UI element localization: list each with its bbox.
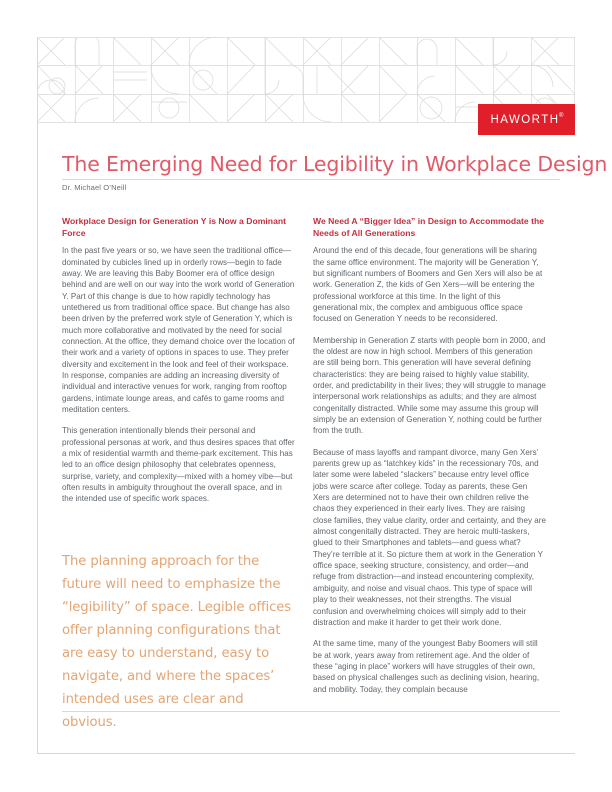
page-frame-bottom-rule — [37, 753, 575, 754]
haworth-logo — [478, 104, 575, 135]
left-column-heading: Workplace Design for Generation Y is Now a Dominant Force — [62, 216, 287, 238]
footer-rule — [62, 711, 560, 712]
title-underline-rule — [62, 179, 560, 180]
page-frame-left-rule — [37, 37, 38, 754]
left-column — [62, 216, 295, 505]
left-paragraph-1: In the past five years or so, we have seen the traditional office—dominated by cubicles lined up in orderly rows—begin to fade away. We are leaving this Baby Boomer era of office design behind and are well on our way into the work world of Generation Y. Part of this change is due to how rapidly technology has untethered us from traditional office space. But change has also been driven by the preferred work style of Generation Y, which is much more collaborative and motivated by the need for social connection. At the office, they demand choice over the location of their work and a variety of options in spaces to use. They prefer diversity and excitement in the look and feel of their workspace. In response, companies are adding an increasing diversity of individual and interactive venues for work, ranging from rooftop gardens, intimate lounge areas, and cafés to game rooms and meditation centers. — [62, 246, 295, 414]
brand-name-text: HAWORTH — [490, 113, 560, 126]
author-byline: Dr. Michael O’Neill — [62, 183, 127, 192]
right-paragraph-2: Membership in Generation Z starts with people born in 2000, and the oldest are now in high school. Members of this generation are still being born. This generation will have several defining characteristics: they are being raised to highly value stability, order, and predictability in their lives; they will struggle to manage interpersonal work relationships as adults; and they are almost congenitally distracted. While some may assume this group will simply be an extension of Generation Y, nothing could be further from the truth. — [313, 335, 546, 436]
page-title: The Emerging Need for Legibility in Workplace Design — [62, 152, 608, 176]
brand-name — [491, 114, 563, 126]
right-column-heading: We Need A “Bigger Idea” in Design to Accommodate the Needs of All Generations — [313, 216, 545, 238]
registered-trademark-icon: ® — [559, 112, 564, 119]
right-column — [313, 216, 546, 695]
left-paragraph-2: This generation intentionally blends their personal and professional personas at work, and thus desires spaces that offer a mix of residential warmth and theme-park excitement. This has led to an office design philosophy that celebrates openness, surprise, variety, and complexity—mixed with a homey vibe—but often results in ambiguity throughout the overall space, and in the intended use of specific work spaces. — [62, 426, 295, 504]
pull-quote: The planning approach for the future will need to emphasize the “legibility” of space. Legible offices offer planning configurations that are easy to understand, easy to navigate, and where the spaces’ intended uses are clear and obvious. — [62, 554, 292, 730]
right-paragraph-1: Around the end of this decade, four generations will be sharing the same office environment. The majority will be Generation Y, but significant numbers of Boomers and Gen Xers will also be at work. Generation Z, the kids of Gen Xers—will be entering the professional workforce at this time. In the light of this generational mix, the complex and ambiguous office space focused on Generation Y needs to be reconsidered. — [313, 246, 543, 324]
right-paragraph-3: Because of mass layoffs and rampant divorce, many Gen Xers’ parents grew up as “latchkey kids” in the recessionary 70s, and later some were labeled “slackers” because entry level office jobs were scarce after college. Today as parents, these Gen Xers are determined not to have their own children relive the chaos they experienced in their early lives. They are raising close families, they value clarity, order and certainty, and they are almost congenitally distracted. They are heroic multi-taskers, glued to their Smartphones and tablets—and guess what? They’re terrible at it. So picture them at work in the Generation Y office space, seeking structure, consistency, and order—and refuge from distraction—and instead encountering complexity, ambiguity, and noise and visual chaos. This type of space will play to their weaknesses, not their strengths. The visual confusion and overwhelming choices will simply add to their distraction and make it harder to get their work done. — [313, 447, 546, 627]
right-paragraph-4: At the same time, many of the youngest Baby Boomers will still be at work, years away from retirement age. And the older of these “aging in place” workers will have struggles of their own, based on physical challenges such as declining vision, hearing, and mobility. Today, they complain because — [313, 639, 540, 694]
